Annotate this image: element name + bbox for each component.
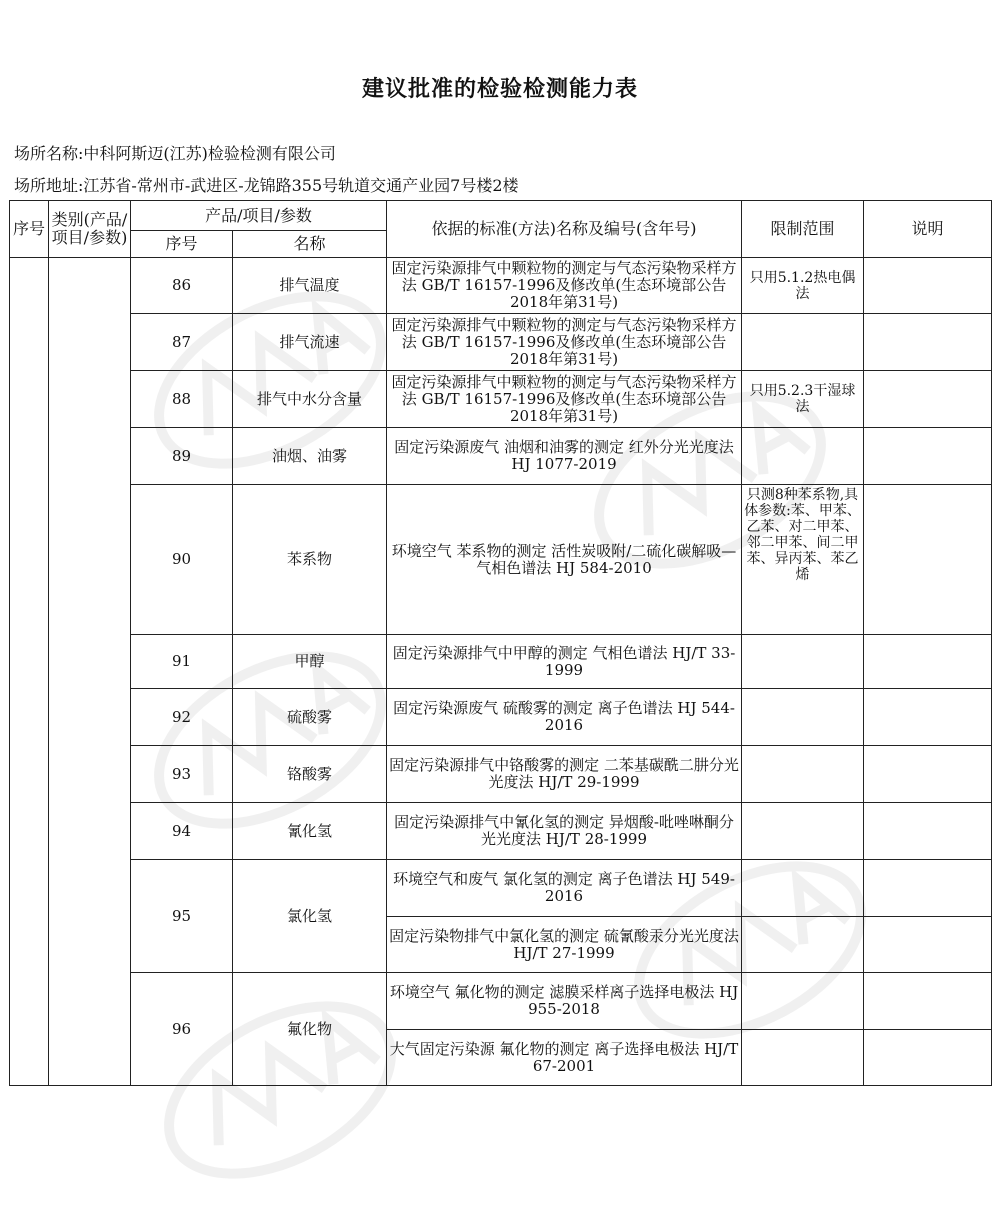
header-category: 类别(产品/项目/参数) [49,201,131,258]
item-number: 91 [131,635,233,689]
table-row [10,689,992,746]
item-name: 排气中水分含量 [233,371,387,428]
table-row [10,428,992,485]
note-cell [864,258,992,314]
item-name: 甲醇 [233,635,387,689]
site-address-label: 场所地址: [14,176,84,195]
note-cell [864,746,992,803]
note-cell [864,860,992,917]
site-name-value: 中科阿斯迈(江苏)检验检测有限公司 [83,144,336,163]
limit-cell [742,860,864,917]
table-row [10,860,992,917]
header-seq: 序号 [10,201,49,258]
item-name: 氰化氢 [233,803,387,860]
item-name: 氟化物 [233,973,387,1086]
standard-cell: 固定污染源排气中颗粒物的测定与气态污染物采样方法 GB/T 16157-1996及修改单(生态环境部公告2018年第31号) [387,371,742,428]
standard-cell: 环境空气 氟化物的测定 滤膜采样离子选择电极法 HJ 955-2018 [387,973,742,1030]
site-address-value: 江苏省-常州市-武进区-龙锦路355号轨道交通产业园7号楼2楼 [83,176,519,195]
site-name-line [14,141,336,164]
table-body [10,258,992,1086]
standard-cell: 固定污染源排气中氰化氢的测定 异烟酸-吡唑啉酮分光光度法 HJ/T 28-1999 [387,803,742,860]
standard-cell: 固定污染源废气 硫酸雾的测定 离子色谱法 HJ 544-2016 [387,689,742,746]
limit-cell [742,428,864,485]
limit-cell [742,746,864,803]
limit-cell: 只测8种苯系物,具体参数:苯、甲苯、乙苯、对二甲苯、邻二甲苯、间二甲苯、异丙苯、苯乙烯 [742,485,864,635]
note-cell [864,428,992,485]
limit-cell: 只用5.2.3干湿球法 [742,371,864,428]
note-cell [864,635,992,689]
header-limit: 限制范围 [742,201,864,258]
header-standard: 依据的标准(方法)名称及编号(含年号) [387,201,742,258]
limit-cell [742,973,864,1030]
table-row [10,635,992,689]
item-number: 95 [131,860,233,973]
page-title: 建议批准的检验检测能力表 [361,77,638,102]
standard-cell: 固定污染物排气中氯化氢的测定 硫氰酸汞分光光度法 HJ/T 27-1999 [387,917,742,973]
item-number: 96 [131,973,233,1086]
table-row [10,485,992,635]
item-number: 92 [131,689,233,746]
note-cell [864,689,992,746]
limit-cell [742,917,864,973]
note-cell [864,371,992,428]
item-number: 93 [131,746,233,803]
item-name: 排气温度 [233,258,387,314]
note-cell [864,1030,992,1086]
limit-cell: 只用5.1.2热电偶法 [742,258,864,314]
header-item-name: 名称 [233,231,387,258]
table-row [10,371,992,428]
item-number: 86 [131,258,233,314]
standard-cell: 大气固定污染源 氟化物的测定 离子选择电极法 HJ/T 67-2001 [387,1030,742,1086]
header-item-seq: 序号 [131,231,233,258]
site-name-label: 场所名称: [14,144,84,163]
table-row [10,314,992,371]
item-number: 89 [131,428,233,485]
item-name: 铬酸雾 [233,746,387,803]
standard-cell: 环境空气和废气 氯化氢的测定 离子色谱法 HJ 549-2016 [387,860,742,917]
limit-cell [742,314,864,371]
standard-cell: 环境空气 苯系物的测定 活性炭吸附/二硫化碳解吸—气相色谱法 HJ 584-2010 [387,485,742,635]
table-row [10,258,992,314]
table-row [10,803,992,860]
table-row [10,746,992,803]
category-cell-merged [49,258,131,1086]
standard-cell: 固定污染源废气 油烟和油雾的测定 红外分光光度法 HJ 1077-2019 [387,428,742,485]
note-cell [864,917,992,973]
item-number: 88 [131,371,233,428]
site-address-line [14,173,519,196]
limit-cell [742,803,864,860]
seq-cell-merged [10,258,49,1086]
note-cell [864,973,992,1030]
note-cell [864,485,992,635]
header-product-group: 产品/项目/参数 [131,201,387,231]
standard-cell: 固定污染源排气中颗粒物的测定与气态污染物采样方法 GB/T 16157-1996及修改单(生态环境部公告2018年第31号) [387,314,742,371]
header-note: 说明 [864,201,992,258]
note-cell [864,803,992,860]
item-number: 90 [131,485,233,635]
standard-cell: 固定污染源排气中颗粒物的测定与气态污染物采样方法 GB/T 16157-1996及修改单(生态环境部公告2018年第31号) [387,258,742,314]
item-name: 油烟、油雾 [233,428,387,485]
item-number: 87 [131,314,233,371]
table-row [10,973,992,1030]
limit-cell [742,1030,864,1086]
capability-table [9,200,992,1086]
standard-cell: 固定污染源排气中甲醇的测定 气相色谱法 HJ/T 33-1999 [387,635,742,689]
table-header [10,201,992,258]
limit-cell [742,635,864,689]
note-cell [864,314,992,371]
standard-cell: 固定污染源排气中铬酸雾的测定 二苯基碳酰二肼分光光度法 HJ/T 29-1999 [387,746,742,803]
limit-cell [742,689,864,746]
item-name: 氯化氢 [233,860,387,973]
item-name: 苯系物 [233,485,387,635]
item-name: 硫酸雾 [233,689,387,746]
item-number: 94 [131,803,233,860]
item-name: 排气流速 [233,314,387,371]
